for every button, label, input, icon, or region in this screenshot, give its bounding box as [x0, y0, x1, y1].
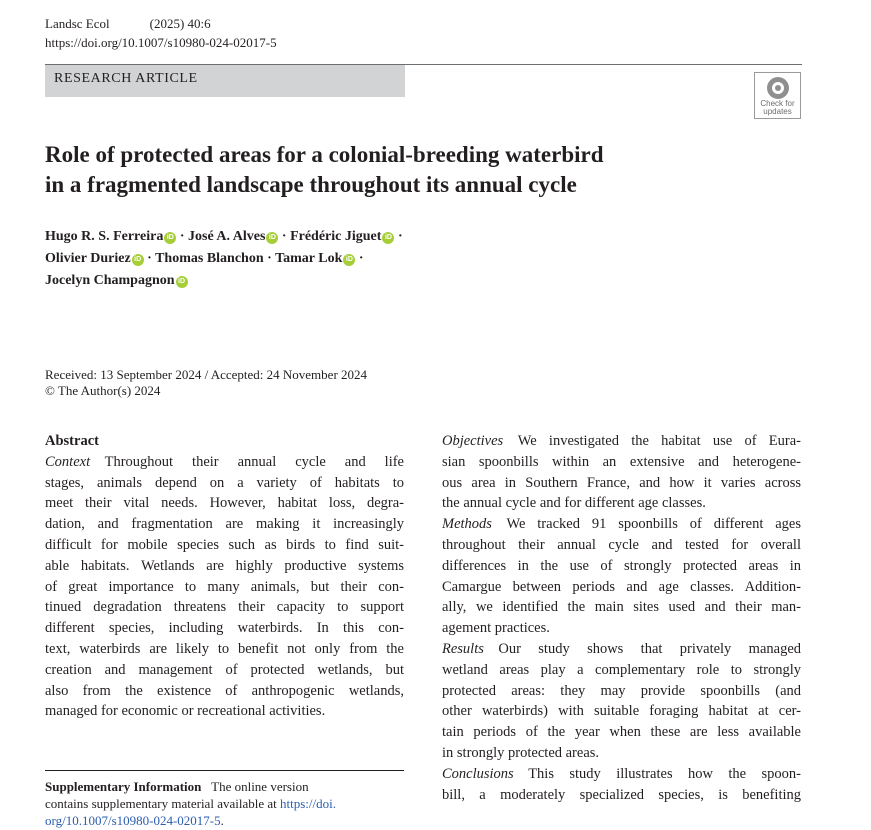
author-name[interactable]: Jocelyn Champagnon — [45, 273, 175, 288]
supplementary-link[interactable]: https://doi. — [280, 796, 336, 811]
orcid-icon[interactable]: iD — [382, 232, 394, 244]
abstract-line: Methods We tracked 91 spoonbills of different ages — [442, 516, 801, 533]
abstract-heading: Abstract — [45, 433, 99, 449]
orcid-icon[interactable]: iD — [343, 254, 355, 266]
orcid-icon[interactable]: iD — [132, 254, 144, 266]
abstract-line: tain periods of the year when these are less available — [442, 724, 801, 741]
copyright: © The Author(s) 2024 — [45, 383, 161, 398]
orcid-icon[interactable]: iD — [176, 276, 188, 288]
author-name[interactable]: Thomas Blanchon — [155, 251, 264, 266]
journal-name: Landsc Ecol — [45, 16, 110, 31]
journal-citation — [45, 16, 211, 32]
journal-volume: (2025) 40:6 — [149, 16, 211, 31]
abstract-line: bill, a moderately specialized species, is benefiting — [442, 786, 801, 803]
abstract-line: protected areas: they may provide spoonbills (and — [442, 682, 801, 699]
abstract-line: in strongly protected areas. — [442, 744, 600, 761]
header-rule — [405, 64, 802, 65]
received-accepted: Received: 13 September 2024 / Accepted: 24 November 2024 — [45, 367, 368, 382]
abstract-line: managed for economic or recreational activities. — [45, 703, 326, 720]
title-line-2: in a fragmented landscape throughout its annual cycle — [45, 172, 577, 197]
abstract-line: ous area in Southern France, and how it varies across — [442, 474, 801, 491]
abstract-line: able habitats. Wetlands are highly productive systems — [45, 557, 404, 574]
check-for-updates-button[interactable] — [754, 72, 801, 119]
author-name[interactable]: Frédéric Jiguet — [290, 229, 382, 244]
footnote-heading: Supplementary Information — [45, 779, 202, 794]
abstract-line: agement practices. — [442, 620, 550, 637]
abstract-line: of great importance to many animals, but their con- — [45, 578, 404, 595]
abstract-line: tinued degradation threatens their capacity to support — [45, 599, 404, 616]
abstract-line: different species, including waterbirds. In this con- — [45, 620, 404, 637]
abstract-line: the annual cycle and for different age classes. — [442, 495, 706, 512]
article-dates — [45, 367, 367, 399]
title-line-1: Role of protected areas for a colonial-breeding waterbird — [45, 142, 604, 167]
abstract-left-column — [45, 431, 404, 722]
author-list — [45, 226, 565, 292]
abstract-line: Objectives We investigated the habitat use of Eura- — [442, 433, 801, 449]
abstract-line: text, waterbirds are likely to benefit not only from the — [45, 640, 404, 657]
article-type-banner — [45, 64, 405, 97]
supplementary-footnote: Supplementary Information The online version contains supplementary material available at https://doi. org/10.1007/s10980-024-02017-5. — [45, 779, 336, 828]
abstract-left-text — [45, 452, 404, 722]
check-for-updates-label: Check for updates — [760, 99, 795, 116]
abstract-line: Context Throughout their annual cycle and life — [45, 453, 404, 470]
section-label: Objectives — [442, 433, 504, 449]
abstract-line: throughout their annual cycle and tested for overall — [442, 536, 801, 553]
orcid-icon[interactable]: iD — [164, 232, 176, 244]
author-name[interactable]: Hugo R. S. Ferreira — [45, 229, 164, 244]
abstract-right-text — [442, 431, 801, 805]
author-line-3 — [45, 270, 565, 292]
footnote-rule — [45, 770, 404, 771]
author-line-2: Olivier Duriez iD · Thomas Blanchon · Tamar Lok iD · — [45, 251, 364, 266]
abstract-line: also from the existence of anthropogenic wetlands, — [45, 682, 404, 699]
abstract-line: wetland areas play a complementary role to strongly — [442, 661, 801, 678]
author-name[interactable]: José A. Alves — [188, 229, 266, 244]
abstract-line: dation, and fragmentation are making it increasingly — [45, 516, 404, 533]
abstract-line: creation and management of protected wetlands, but — [45, 661, 404, 678]
author-name[interactable]: Olivier Duriez — [45, 251, 131, 266]
section-label: Conclusions — [442, 765, 514, 782]
abstract-right-column — [442, 431, 801, 805]
abstract-line: ally, we identified the main sites used and their man- — [442, 599, 801, 616]
doi-link[interactable]: https://doi.org/10.1007/s10980-024-02017-5 — [45, 35, 277, 50]
author-line-1: Hugo R. S. Ferreira iD · José A. Alves iD · Frédéric Jiguet iD · — [45, 229, 403, 244]
abstract-line: meet their vital needs. However, habitat loss, degra- — [45, 495, 404, 512]
article-type-label: RESEARCH ARTICLE — [54, 71, 198, 86]
abstract-line: stages, animals depend on a variety of habitats to — [45, 474, 404, 491]
abstract-line: Results Our study shows that privately managed — [442, 640, 801, 657]
abstract-line: Camargue between periods and age classes. Addition- — [442, 578, 801, 595]
section-label: Methods — [442, 516, 492, 533]
abstract-line: Conclusions This study illustrates how the spoon- — [442, 765, 801, 782]
author-name[interactable]: Tamar Lok — [275, 251, 343, 266]
abstract-line: sian spoonbills within an extensive and heterogene- — [442, 453, 801, 470]
orcid-icon[interactable]: iD — [266, 232, 278, 244]
section-label: Context — [45, 453, 91, 470]
crossmark-icon — [767, 77, 789, 99]
supplementary-link[interactable]: org/10.1007/s10980-024-02017-5 — [45, 813, 221, 828]
section-label: Results — [442, 640, 484, 657]
abstract-line: other waterbirds) with suitable foraging habitat at cer- — [442, 703, 801, 720]
article-title — [45, 140, 745, 200]
abstract-line: differences in the use of strongly protected areas in — [442, 557, 801, 574]
abstract-line: difficult for mobile species such as birds to find suit- — [45, 536, 404, 553]
